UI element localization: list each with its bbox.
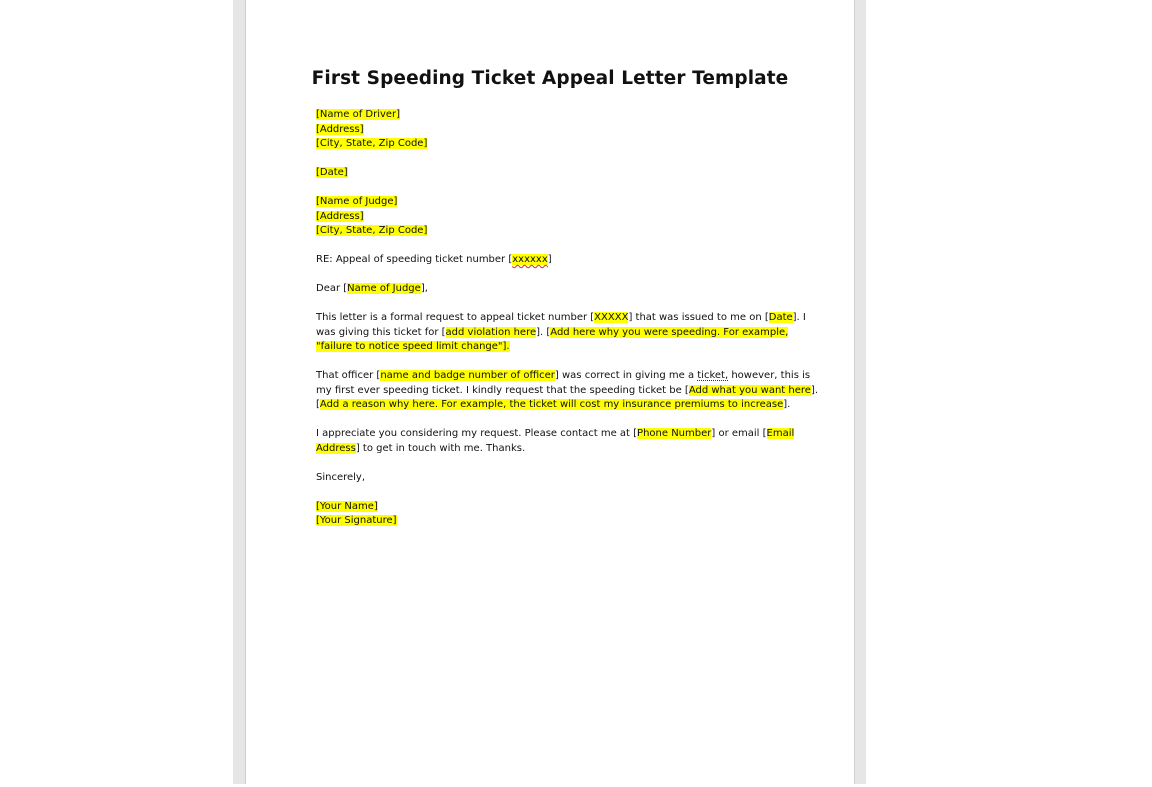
ticket-number-placeholder: xxxxxx — [512, 254, 548, 265]
p2-officer-placeholder: name and badge number of officer — [380, 370, 555, 381]
paragraph1-line1 — [316, 311, 806, 326]
signature-name: [Your Name] — [316, 500, 378, 512]
recipient-name-line — [316, 195, 781, 210]
salutation-suffix: ], — [420, 283, 428, 294]
paragraph2-line1 — [316, 369, 811, 384]
p1-text: This letter is a formal request to appeal ticket number [ — [316, 312, 595, 323]
p2-text: [ — [316, 399, 320, 410]
p2-text: ] was correct in giving me a — [554, 370, 695, 381]
recipient-city-line — [316, 224, 781, 239]
sender-city-state-zip: [City, State, Zip Code] — [316, 138, 428, 149]
sender-name-line — [316, 108, 781, 123]
date-line — [316, 166, 781, 181]
p1-text: ] that was issued to me on [ — [628, 312, 769, 323]
document-page — [245, 0, 855, 784]
p2-text: however, this is — [728, 370, 811, 381]
p1-reason-placeholder: Add here why you were speeding. For example, — [550, 326, 789, 338]
p3-text: ] to get in touch with me. Thanks. — [355, 442, 526, 454]
recipient-name: [Name of Judge] — [316, 196, 398, 207]
p1-text: ]. [ — [536, 326, 551, 338]
signature: [Your Signature] — [316, 515, 397, 526]
p2-request-placeholder: Add what you want here — [688, 384, 811, 396]
salutation-name: Name of Judge — [347, 283, 421, 294]
signature-name-line — [316, 500, 781, 515]
salutation-line — [316, 282, 781, 297]
p3-text: I appreciate you considering my request. Please contact me at [ — [316, 428, 638, 439]
sender-address-line — [316, 123, 781, 138]
p3-email-placeholder: Email — [766, 428, 795, 439]
p2-text: ]. — [810, 384, 819, 396]
p1-ticket-placeholder: XXXXX — [594, 312, 629, 323]
p1-reason-placeholder-cont: "failure to notice speed limit change"]. — [316, 341, 510, 352]
sender-name: [Name of Driver] — [316, 109, 401, 120]
p2-ticket-word: ticket, — [697, 370, 729, 381]
p2-text: That officer [ — [316, 370, 381, 381]
paragraph3-line1 — [316, 427, 795, 442]
re-prefix: RE: Appeal of speeding ticket number [ — [316, 254, 513, 265]
re-line — [316, 253, 781, 268]
paragraph1-line3 — [316, 340, 781, 355]
sender-address: [Address] — [316, 123, 364, 135]
letter-body — [316, 108, 819, 529]
closing: Sincerely, — [316, 471, 366, 483]
recipient-city-state-zip: [City, State, Zip Code] — [316, 225, 428, 236]
p3-text: ] or email [ — [711, 428, 767, 439]
paragraph2-line2 — [316, 384, 819, 399]
recipient-address-line — [316, 210, 781, 225]
p3-phone-placeholder: Phone Number — [637, 428, 712, 439]
p2-text: my first ever speeding ticket. I kindly request that the speeding ticket be [ — [316, 384, 689, 396]
sender-city-line — [316, 137, 781, 152]
p1-text: was giving this ticket for [ — [316, 326, 446, 338]
p2-reason-placeholder: Add a reason why here. For example, the ticket will cost my insurance premiums to increase — [319, 399, 784, 410]
signature-line — [316, 514, 781, 529]
document-title: First Speeding Ticket Appeal Letter Template — [311, 68, 789, 89]
closing-line — [316, 471, 781, 486]
paragraph2-line3 — [316, 398, 791, 413]
paragraph1-line2 — [316, 326, 789, 341]
p1-text: ]. I — [792, 312, 806, 323]
re-suffix: ] — [547, 254, 552, 265]
letter-date: [Date] — [316, 167, 348, 178]
p2-text: ]. — [783, 399, 791, 410]
p1-violation-placeholder: add violation here — [445, 326, 537, 338]
salutation-prefix: Dear [ — [316, 283, 348, 294]
p1-date-placeholder: Date — [768, 312, 793, 323]
p3-email-placeholder-cont: Address — [316, 442, 356, 454]
paragraph3-line2 — [316, 442, 781, 457]
recipient-address: [Address] — [316, 210, 364, 222]
